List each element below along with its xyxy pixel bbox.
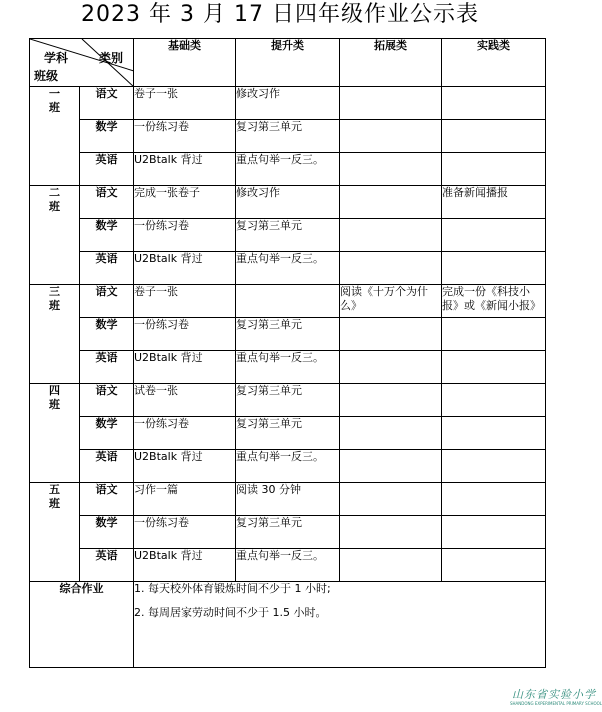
improve-cell (236, 483, 340, 516)
basic-text: U2Btalk 背过 (134, 549, 203, 562)
basic-cell (134, 219, 236, 252)
practice-cell (442, 483, 546, 516)
basic-text: U2Btalk 背过 (134, 153, 203, 166)
improve-cell (236, 219, 340, 252)
table-row (30, 120, 546, 153)
table-row (30, 351, 546, 384)
basic-cell (134, 252, 236, 285)
school-logo-english: SHANDONG EXPERIMENTAL PRIMARY SCHOOL (510, 701, 602, 706)
basic-cell (134, 351, 236, 384)
class-name-char: 一 (49, 87, 60, 100)
class-name-cell (30, 285, 80, 384)
extend-cell (340, 186, 442, 219)
table-row (30, 318, 546, 351)
improve-cell (236, 186, 340, 219)
header-improve: 提升类 (236, 39, 340, 87)
practice-cell (442, 219, 546, 252)
basic-text: 卷子一张 (134, 87, 178, 100)
subject-cell: 英语 (80, 153, 134, 186)
improve-cell (236, 120, 340, 153)
subject-cell: 语文 (80, 87, 134, 120)
extend-cell (340, 120, 442, 153)
practice-cell (442, 153, 546, 186)
header-category-label: 类别 (98, 51, 123, 65)
basic-text: U2Btalk 背过 (134, 351, 203, 364)
header-class-label: 班级 (34, 69, 59, 83)
improve-text: 复习第三单元 (236, 516, 302, 529)
table-row (30, 516, 546, 549)
header-extend: 拓展类 (340, 39, 442, 87)
practice-cell (442, 318, 546, 351)
improve-text: 重点句举一反三。 (236, 549, 324, 562)
table-row (30, 384, 546, 417)
subject-cell: 数学 (80, 417, 134, 450)
extend-cell (340, 219, 442, 252)
extend-cell (340, 384, 442, 417)
subject-cell: 语文 (80, 186, 134, 219)
basic-cell (134, 120, 236, 153)
basic-cell (134, 186, 236, 219)
header-basic: 基础类 (134, 39, 236, 87)
class-name-char: 二 (49, 186, 60, 199)
basic-text: 一份练习卷 (134, 219, 189, 232)
homework-table (29, 38, 546, 668)
table-row (30, 549, 546, 582)
subject-cell: 英语 (80, 450, 134, 483)
header-practice: 实践类 (442, 39, 546, 87)
subject-cell: 英语 (80, 252, 134, 285)
subject-cell: 英语 (80, 351, 134, 384)
extend-cell (340, 549, 442, 582)
practice-cell (442, 417, 546, 450)
class-name-char: 四 (49, 384, 60, 397)
extend-cell (340, 87, 442, 120)
improve-cell (236, 450, 340, 483)
improve-text: 复习第三单元 (236, 318, 302, 331)
improve-text: 复习第三单元 (236, 120, 302, 133)
subject-cell: 语文 (80, 285, 134, 318)
basic-cell (134, 384, 236, 417)
basic-cell (134, 450, 236, 483)
basic-text: 一份练习卷 (134, 318, 189, 331)
improve-text: 复习第三单元 (236, 384, 302, 397)
class-name-char: 班 (49, 101, 60, 114)
practice-cell (442, 351, 546, 384)
practice-cell (442, 549, 546, 582)
basic-cell (134, 516, 236, 549)
basic-cell (134, 153, 236, 186)
summary-row (30, 582, 546, 668)
improve-cell (236, 549, 340, 582)
table-row (30, 186, 546, 219)
subject-cell: 英语 (80, 549, 134, 582)
class-name-cell (30, 483, 80, 582)
extend-cell (340, 417, 442, 450)
basic-text: 卷子一张 (134, 285, 178, 298)
table-row (30, 87, 546, 120)
school-logo (510, 688, 602, 710)
basic-text: 完成一张卷子 (134, 186, 200, 199)
extend-cell (340, 285, 442, 318)
header-subject-label: 学科 (44, 51, 69, 65)
basic-text: 习作一篇 (134, 483, 178, 496)
basic-cell (134, 318, 236, 351)
extend-cell (340, 318, 442, 351)
extend-cell (340, 483, 442, 516)
improve-cell (236, 153, 340, 186)
basic-text: 一份练习卷 (134, 516, 189, 529)
header-row (30, 39, 546, 87)
practice-text: 完成一份《科技小报》或《新闻小报》 (442, 285, 541, 312)
summary-notes (134, 582, 546, 668)
improve-text: 修改习作 (236, 186, 280, 199)
improve-cell (236, 87, 340, 120)
subject-cell: 语文 (80, 384, 134, 417)
improve-cell (236, 417, 340, 450)
extend-cell (340, 153, 442, 186)
class-name-char: 五 (49, 483, 60, 496)
class-name-cell (30, 384, 80, 483)
summary-note: 1. 每天校外体育锻炼时间不少于 1 小时; (134, 582, 331, 595)
improve-text: 修改习作 (236, 87, 280, 100)
practice-cell (442, 186, 546, 219)
subject-cell: 数学 (80, 318, 134, 351)
basic-cell (134, 483, 236, 516)
table-row (30, 252, 546, 285)
subject-cell: 数学 (80, 219, 134, 252)
class-name-char: 班 (49, 299, 60, 312)
table-row (30, 153, 546, 186)
school-logo-name: 山东省实验小学 (512, 688, 596, 701)
basic-cell (134, 285, 236, 318)
improve-cell (236, 285, 340, 318)
basic-text: 一份练习卷 (134, 120, 189, 133)
page-title: 2023 年 3 月 17 日四年级作业公示表 (81, 2, 479, 27)
improve-cell (236, 318, 340, 351)
improve-cell (236, 252, 340, 285)
basic-text: 一份练习卷 (134, 417, 189, 430)
class-name-cell (30, 87, 80, 186)
improve-text: 重点句举一反三。 (236, 351, 324, 364)
practice-cell (442, 450, 546, 483)
table-row (30, 450, 546, 483)
table-row (30, 219, 546, 252)
practice-cell (442, 516, 546, 549)
extend-cell (340, 516, 442, 549)
basic-text: U2Btalk 背过 (134, 252, 203, 265)
extend-text: 阅读《十万个为什么》 (340, 285, 428, 312)
subject-cell: 语文 (80, 483, 134, 516)
table-row (30, 417, 546, 450)
class-name-char: 三 (49, 285, 60, 298)
basic-cell (134, 87, 236, 120)
class-name-char: 班 (49, 200, 60, 213)
summary-label: 综合作业 (30, 582, 134, 668)
extend-cell (340, 252, 442, 285)
practice-cell (442, 252, 546, 285)
summary-note: 2. 每周居家劳动时间不少于 1.5 小时。 (134, 606, 327, 619)
practice-text: 准备新闻播报 (442, 186, 508, 199)
class-name-char: 班 (49, 398, 60, 411)
table-row (30, 285, 546, 318)
extend-cell (340, 450, 442, 483)
improve-text: 阅读 30 分钟 (236, 483, 301, 496)
practice-cell (442, 285, 546, 318)
header-corner-cell (30, 39, 134, 87)
improve-text: 重点句举一反三。 (236, 153, 324, 166)
improve-text: 复习第三单元 (236, 219, 302, 232)
subject-cell: 数学 (80, 516, 134, 549)
basic-cell (134, 417, 236, 450)
improve-cell (236, 384, 340, 417)
improve-text: 复习第三单元 (236, 417, 302, 430)
improve-cell (236, 351, 340, 384)
class-name-char: 班 (49, 497, 60, 510)
practice-cell (442, 384, 546, 417)
table-row (30, 483, 546, 516)
basic-cell (134, 549, 236, 582)
improve-text: 重点句举一反三。 (236, 450, 324, 463)
improve-cell (236, 516, 340, 549)
practice-cell (442, 87, 546, 120)
practice-cell (442, 120, 546, 153)
extend-cell (340, 351, 442, 384)
basic-text: 试卷一张 (134, 384, 178, 397)
class-name-cell (30, 186, 80, 285)
subject-cell: 数学 (80, 120, 134, 153)
basic-text: U2Btalk 背过 (134, 450, 203, 463)
improve-text: 重点句举一反三。 (236, 252, 324, 265)
